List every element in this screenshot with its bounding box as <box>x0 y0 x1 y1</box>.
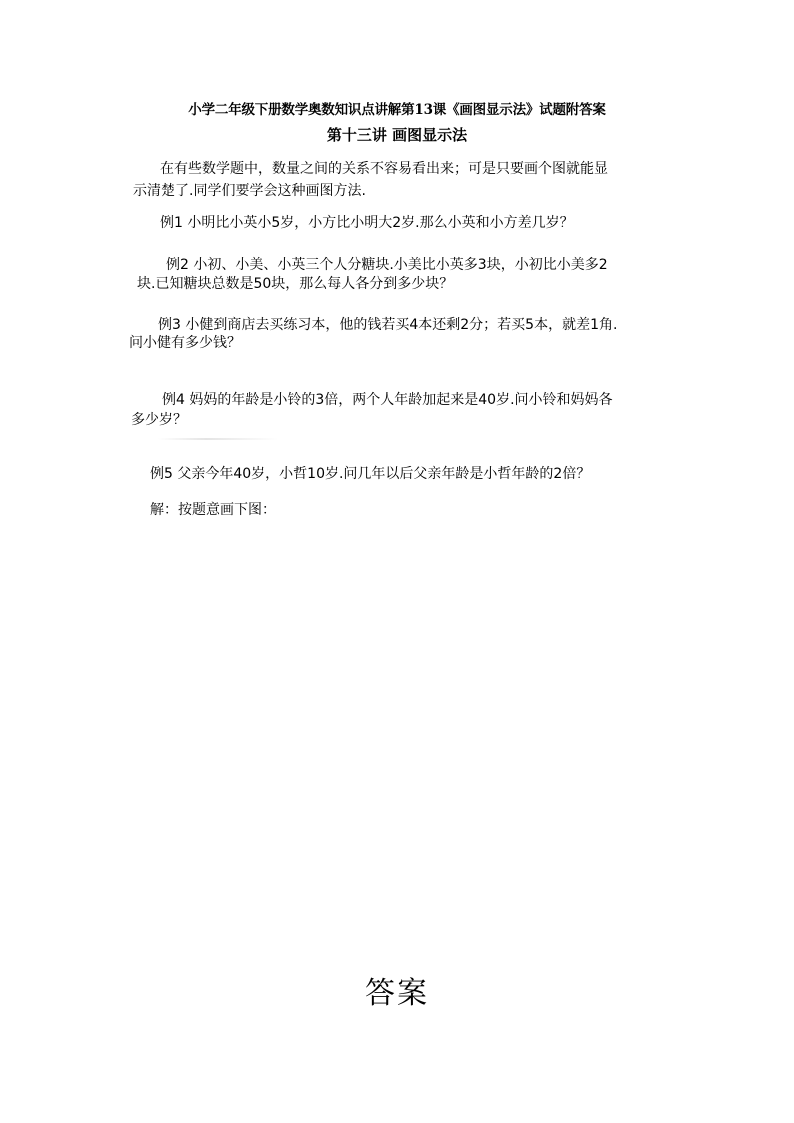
example-4-line-2: 多少岁？ <box>131 412 187 428</box>
example-2-line-2: 块.已知糖块总数是50块，那么每人各分到多少块？ <box>137 276 454 292</box>
document-title: 小学二年级下册数学奥数知识点讲解第13课《画图显示法》试题附答案 <box>188 102 606 118</box>
lecture-title: 第十三讲 画图显示法 <box>326 126 468 144</box>
example-4-line-1: 例4 妈妈的年龄是小铃的3倍，两个人年龄加起来是40岁.问小铃和妈妈各 <box>162 392 613 408</box>
faint-scan-mark <box>158 438 278 440</box>
answer-heading: 答案 <box>365 976 429 1011</box>
intro-line-2: 示清楚了.同学们要学会这种画图方法. <box>133 183 366 199</box>
example-3-line-2: 问小健有多少钱？ <box>129 335 241 351</box>
example-3-line-1: 例3 小健到商店去买练习本，他的钱若买4本还剩2分；若买5本，就差1角. <box>158 317 618 333</box>
solution-label: 解：按题意画下图： <box>150 502 276 518</box>
example-2-line-1: 例2 小初、小美、小英三个人分糖块.小美比小英多3块，小初比小美多2 <box>166 257 608 273</box>
example-5-text: 例5 父亲今年40岁，小哲10岁.问几年以后父亲年龄是小哲年龄的2倍？ <box>150 466 591 482</box>
intro-line-1: 在有些数学题中，数量之间的关系不容易看出来；可是只要画个图就能显 <box>160 161 608 177</box>
example-1-text: 例1 小明比小英小5岁，小方比小明大2岁.那么小英和小方差几岁？ <box>160 215 574 231</box>
